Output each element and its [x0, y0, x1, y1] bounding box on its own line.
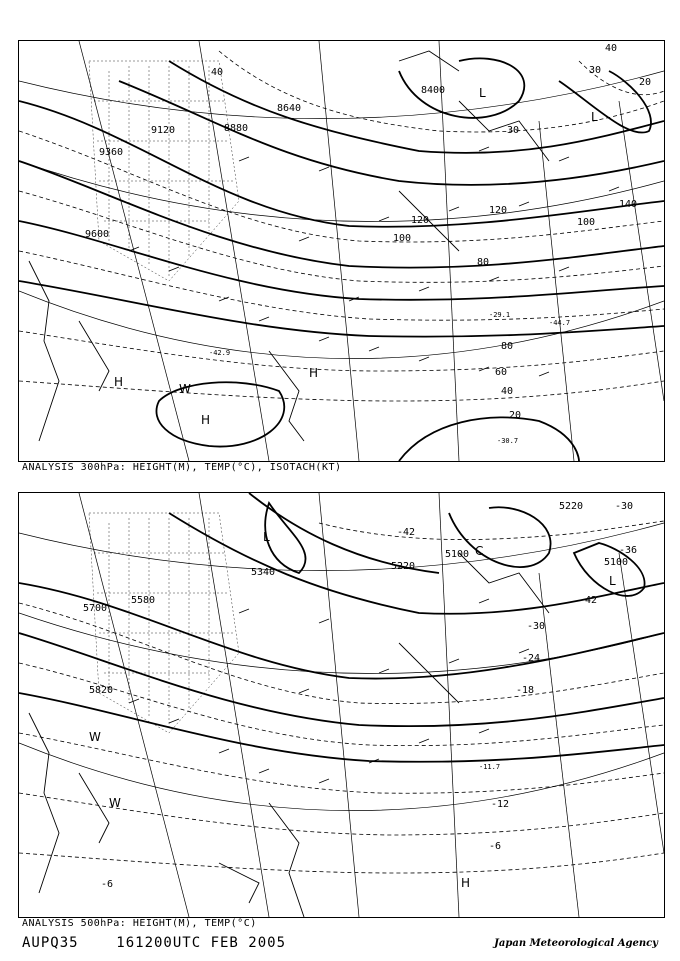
height-label: 5820 [89, 685, 114, 696]
high-pressure-symbol: H [201, 413, 211, 427]
height-label: 9120 [151, 125, 176, 136]
land-grid [89, 61, 239, 281]
cold-symbol: C [475, 544, 484, 558]
height-label: 9600 [85, 229, 110, 240]
temp-label: -30 [615, 501, 634, 512]
high-pressure-symbol: H [461, 876, 471, 890]
graticule [19, 493, 664, 917]
isotach-label: 20 [639, 77, 652, 88]
temp-label: -42.9 [209, 349, 231, 357]
temp-label: -6 [101, 879, 114, 890]
height-label: 8640 [277, 103, 302, 114]
warm-symbol: W [179, 382, 191, 396]
graticule [19, 41, 664, 461]
isotach-label: 140 [619, 199, 638, 210]
isotach-label: 40 [501, 386, 514, 397]
land-grid [89, 513, 239, 733]
isotach-label: 100 [393, 233, 412, 244]
warm-symbol: W [89, 730, 101, 744]
isotach-label: 40 [211, 67, 224, 78]
temp-label: -30 [527, 621, 546, 632]
isotach-label: 80 [477, 257, 490, 268]
temp-label: -29.1 [489, 311, 511, 319]
temp-label: -24 [522, 653, 541, 664]
temp-label: -36 [619, 545, 638, 556]
height-label: 5700 [83, 603, 108, 614]
temp-label: -6 [489, 841, 502, 852]
warm-symbol: W [109, 796, 121, 810]
map-500hpa [18, 492, 665, 918]
low-pressure-symbol: L [609, 574, 616, 588]
isotach-label: 30 [507, 125, 520, 136]
height-label: 8400 [421, 85, 446, 96]
high-pressure-symbol: H [309, 366, 319, 380]
temp-label: -42 [397, 527, 416, 538]
map-300hpa [18, 40, 665, 462]
height-label: 5100 [445, 549, 470, 560]
isotach-label: 60 [495, 367, 508, 378]
isotach-label: 100 [577, 217, 596, 228]
temp-label: -44.7 [549, 319, 571, 327]
isotach-label: 20 [509, 410, 522, 421]
map-300hpa-canvas [19, 41, 664, 461]
temp-label: -18 [516, 685, 535, 696]
isotach-label: 120 [411, 215, 430, 226]
chart-code: AUPQ35 161200UTC FEB 2005 [22, 935, 287, 951]
low-pressure-symbol: L [263, 530, 270, 544]
high-pressure-symbol: H [114, 375, 124, 389]
height-label: 9360 [99, 147, 124, 158]
temp-label: -30.7 [497, 437, 519, 445]
map-500hpa-canvas [19, 493, 664, 917]
temp-label: -11.7 [479, 763, 501, 771]
height-label: 5580 [131, 595, 156, 606]
isotherm-contours [19, 521, 664, 873]
agency-credit: Japan Meteorological Agency [494, 938, 658, 949]
height-label: 5220 [391, 561, 416, 572]
height-label: 5100 [604, 557, 629, 568]
height-label: 5220 [559, 501, 584, 512]
height-label: 8880 [224, 123, 249, 134]
low-pressure-symbol: L [479, 86, 486, 100]
isotach-label: 30 [589, 65, 602, 76]
height-label: 5340 [251, 567, 276, 578]
caption-300hpa: ANALYSIS 300hPa: HEIGHT(M), TEMP(°C), ISOTACH(KT) [22, 462, 342, 473]
low-pressure-symbol: L [591, 110, 598, 124]
height-contours [19, 493, 664, 762]
isotherm-contours [19, 51, 664, 401]
isotach-label: 80 [501, 341, 514, 352]
temp-label: -42 [579, 595, 598, 606]
isotach-label: 40 [605, 43, 618, 54]
isotach-label: 120 [489, 205, 508, 216]
caption-500hpa: ANALYSIS 500hPa: HEIGHT(M), TEMP(°C) [22, 918, 257, 929]
temp-label: -12 [491, 799, 510, 810]
